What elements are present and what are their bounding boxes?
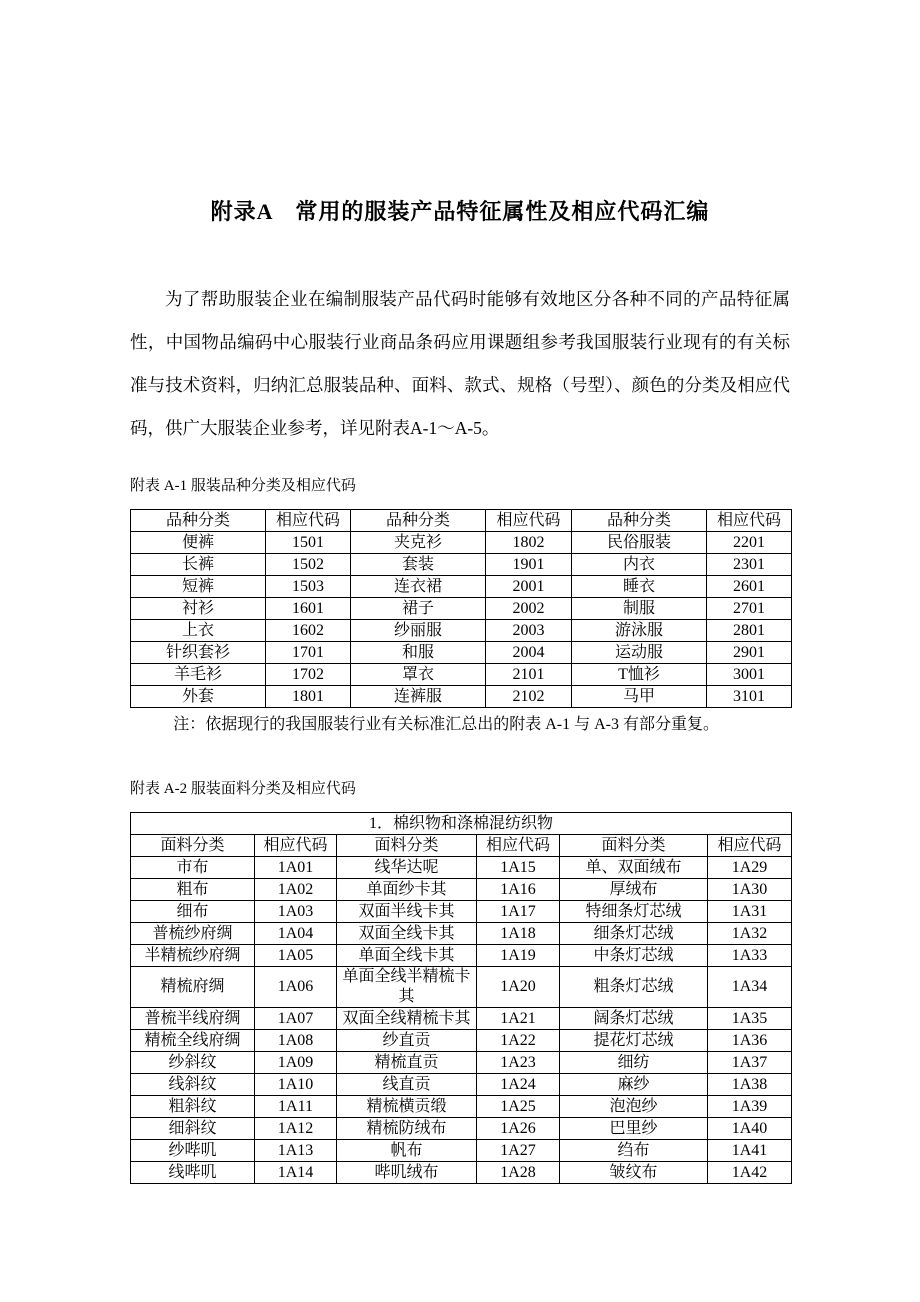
table-cell: 1602	[266, 620, 351, 642]
document-title: 附录A 常用的服装产品特征属性及相应代码汇编	[210, 199, 710, 224]
table-cell: 长裤	[131, 554, 266, 576]
table-cell: 1A03	[255, 901, 337, 923]
table-cell: 1A18	[477, 923, 560, 945]
table-cell: 中条灯芯绒	[560, 945, 708, 967]
table-cell: 1A27	[477, 1140, 560, 1162]
table-cell: 单面全线半精梳卡其	[337, 967, 477, 1008]
table-cell: 连衣裙	[351, 576, 486, 598]
header-cell: 相应代码	[255, 835, 337, 857]
table-cell: T恤衫	[572, 664, 707, 686]
table-cell: 2701	[707, 598, 792, 620]
header-cell: 面料分类	[337, 835, 477, 857]
table-cell: 1A25	[477, 1096, 560, 1118]
table-cell: 1A31	[708, 901, 792, 923]
table-cell: 普梳纱府绸	[131, 923, 255, 945]
header-cell: 面料分类	[560, 835, 708, 857]
table-row	[131, 1030, 792, 1052]
table-cell: 1A10	[255, 1074, 337, 1096]
table-row	[131, 1118, 792, 1140]
table-cell: 精梳府绸	[131, 967, 255, 1008]
table-cell: 纱丽服	[351, 620, 486, 642]
table-cell: 连裤服	[351, 686, 486, 708]
table-cell: 内衣	[572, 554, 707, 576]
table-cell: 半精梳纱府绸	[131, 945, 255, 967]
table-cell: 皱纹布	[560, 1162, 708, 1184]
table-row	[131, 1162, 792, 1184]
table-cell: 麻纱	[560, 1074, 708, 1096]
table-cell: 纱哔叽	[131, 1140, 255, 1162]
table-row	[131, 686, 792, 708]
table-cell: 1A08	[255, 1030, 337, 1052]
table-cell: 1A07	[255, 1008, 337, 1030]
table-cell: 哔叽绒布	[337, 1162, 477, 1184]
table-cell: 线哔叽	[131, 1162, 255, 1184]
table-row	[131, 576, 792, 598]
table-cell: 针织套衫	[131, 642, 266, 664]
table-cell: 1A05	[255, 945, 337, 967]
table-cell: 粗斜纹	[131, 1096, 255, 1118]
table-cell: 1A20	[477, 967, 560, 1008]
table-row	[131, 1140, 792, 1162]
table-cell: 2601	[707, 576, 792, 598]
table-a1	[130, 509, 792, 708]
table-a2-caption: 附表 A-2 服装面料分类及相应代码	[130, 781, 356, 797]
table-cell: 2002	[486, 598, 572, 620]
table-cell: 1A30	[708, 879, 792, 901]
table-row	[131, 642, 792, 664]
table-cell: 上衣	[131, 620, 266, 642]
header-cell: 相应代码	[486, 510, 572, 532]
table-cell: 裙子	[351, 598, 486, 620]
table-cell: 线斜纹	[131, 1074, 255, 1096]
table-cell: 纱斜纹	[131, 1052, 255, 1074]
table-cell: 3001	[707, 664, 792, 686]
table-cell: 纱直贡	[337, 1030, 477, 1052]
table-row	[131, 923, 792, 945]
table-cell: 游泳服	[572, 620, 707, 642]
table-a1-note: 注：依据现行的我国服装行业有关标准汇总出的附表 A-1 与 A-3 有部分重复。	[173, 716, 719, 733]
table-a2-group-header: 1．棉织物和涤棉混纺织物	[131, 813, 792, 835]
table-a2-header-row	[131, 835, 792, 857]
table-row	[131, 879, 792, 901]
table-cell: 市布	[131, 857, 255, 879]
table-a2-group-header-row	[131, 813, 792, 835]
table-a1-caption: 附表 A-1 服装品种分类及相应代码	[130, 478, 356, 494]
table-cell: 外套	[131, 686, 266, 708]
table-cell: 1A02	[255, 879, 337, 901]
table-cell: 1A13	[255, 1140, 337, 1162]
table-cell: 1A35	[708, 1008, 792, 1030]
table-cell: 1A24	[477, 1074, 560, 1096]
table-cell: 精梳全线府绸	[131, 1030, 255, 1052]
table-cell: 1501	[266, 532, 351, 554]
table-cell: 便裤	[131, 532, 266, 554]
table-cell: 羊毛衫	[131, 664, 266, 686]
table-cell: 1503	[266, 576, 351, 598]
header-cell: 相应代码	[707, 510, 792, 532]
table-cell: 线华达呢	[337, 857, 477, 879]
table-cell: 提花灯芯绒	[560, 1030, 708, 1052]
table-cell: 1A01	[255, 857, 337, 879]
table-row	[131, 967, 792, 1008]
table-cell: 双面全线精梳卡其	[337, 1008, 477, 1030]
table-cell: 2001	[486, 576, 572, 598]
table-cell: 2801	[707, 620, 792, 642]
table-cell: 1601	[266, 598, 351, 620]
table-cell: 1A15	[477, 857, 560, 879]
intro-paragraph: 为了帮助服装企业在编制服装产品代码时能够有效地区分各种不同的产品特征属性，中国物品编码中心服装行业商品条码应用课题组参考我国服装行业现有的有关标准与技术资料，归纳汇总服装品种、面料、款式、规格（号型）、颜色的分类及相应代码，供广大服装企业参考，详见附表A-1～A-5。	[130, 289, 790, 438]
table-row	[131, 1008, 792, 1030]
header-cell: 品种分类	[572, 510, 707, 532]
table-row	[131, 532, 792, 554]
table-cell: 单、双面绒布	[560, 857, 708, 879]
table-cell: 精梳防绒布	[337, 1118, 477, 1140]
table-cell: 1A09	[255, 1052, 337, 1074]
table-cell: 1A42	[708, 1162, 792, 1184]
table-cell: 1A32	[708, 923, 792, 945]
table-cell: 1A19	[477, 945, 560, 967]
table-cell: 1A29	[708, 857, 792, 879]
table-row	[131, 620, 792, 642]
table-cell: 巴里纱	[560, 1118, 708, 1140]
table-cell: 双面全线卡其	[337, 923, 477, 945]
table-cell: 细纺	[560, 1052, 708, 1074]
table-a1-body	[131, 532, 792, 708]
table-a2	[130, 812, 792, 1184]
table-cell: 1A36	[708, 1030, 792, 1052]
table-cell: 1A41	[708, 1140, 792, 1162]
table-cell: 2003	[486, 620, 572, 642]
table-cell: 细条灯芯绒	[560, 923, 708, 945]
table-cell: 罩衣	[351, 664, 486, 686]
table-row	[131, 857, 792, 879]
table-cell: 泡泡纱	[560, 1096, 708, 1118]
header-cell: 品种分类	[351, 510, 486, 532]
header-cell: 面料分类	[131, 835, 255, 857]
table-cell: 2102	[486, 686, 572, 708]
table-cell: 1A14	[255, 1162, 337, 1184]
table-row	[131, 598, 792, 620]
table-a1-header-row	[131, 510, 792, 532]
table-cell: 1701	[266, 642, 351, 664]
table-cell: 和服	[351, 642, 486, 664]
header-cell: 相应代码	[477, 835, 560, 857]
table-cell: 绉布	[560, 1140, 708, 1162]
table-cell: 粗布	[131, 879, 255, 901]
table-row	[131, 1096, 792, 1118]
table-cell: 1802	[486, 532, 572, 554]
table-row	[131, 901, 792, 923]
header-cell: 相应代码	[708, 835, 792, 857]
table-cell: 1A06	[255, 967, 337, 1008]
table-cell: 精梳直贡	[337, 1052, 477, 1074]
table-cell: 套装	[351, 554, 486, 576]
table-row	[131, 945, 792, 967]
table-cell: 1A39	[708, 1096, 792, 1118]
table-cell: 1A28	[477, 1162, 560, 1184]
table-cell: 1A17	[477, 901, 560, 923]
table-cell: 1A40	[708, 1118, 792, 1140]
table-cell: 1A12	[255, 1118, 337, 1140]
table-cell: 1901	[486, 554, 572, 576]
table-cell: 短裤	[131, 576, 266, 598]
table-cell: 细布	[131, 901, 255, 923]
table-cell: 2004	[486, 642, 572, 664]
table-cell: 睡衣	[572, 576, 707, 598]
table-cell: 线直贡	[337, 1074, 477, 1096]
table-cell: 1A26	[477, 1118, 560, 1140]
table-a2-body	[131, 857, 792, 1184]
header-cell: 品种分类	[131, 510, 266, 532]
table-cell: 1A34	[708, 967, 792, 1008]
header-cell: 相应代码	[266, 510, 351, 532]
table-cell: 阔条灯芯绒	[560, 1008, 708, 1030]
table-cell: 1A11	[255, 1096, 337, 1118]
table-cell: 1A04	[255, 923, 337, 945]
table-cell: 1A22	[477, 1030, 560, 1052]
table-cell: 运动服	[572, 642, 707, 664]
table-cell: 特细条灯芯绒	[560, 901, 708, 923]
table-cell: 衬衫	[131, 598, 266, 620]
table-cell: 马甲	[572, 686, 707, 708]
table-cell: 2201	[707, 532, 792, 554]
table-row	[131, 554, 792, 576]
table-cell: 厚绒布	[560, 879, 708, 901]
table-cell: 2901	[707, 642, 792, 664]
table-cell: 单面全线卡其	[337, 945, 477, 967]
table-cell: 普梳半线府绸	[131, 1008, 255, 1030]
table-cell: 1502	[266, 554, 351, 576]
table-cell: 帆布	[337, 1140, 477, 1162]
table-cell: 2301	[707, 554, 792, 576]
table-cell: 单面纱卡其	[337, 879, 477, 901]
table-cell: 1A16	[477, 879, 560, 901]
table-cell: 双面半线卡其	[337, 901, 477, 923]
table-row	[131, 664, 792, 686]
table-cell: 精梳横贡缎	[337, 1096, 477, 1118]
table-cell: 夹克衫	[351, 532, 486, 554]
table-cell: 1A33	[708, 945, 792, 967]
table-cell: 1A37	[708, 1052, 792, 1074]
table-row	[131, 1052, 792, 1074]
table-cell: 1A21	[477, 1008, 560, 1030]
table-cell: 粗条灯芯绒	[560, 967, 708, 1008]
table-row	[131, 1074, 792, 1096]
table-cell: 3101	[707, 686, 792, 708]
table-cell: 1702	[266, 664, 351, 686]
table-cell: 1A23	[477, 1052, 560, 1074]
table-cell: 民俗服装	[572, 532, 707, 554]
table-cell: 制服	[572, 598, 707, 620]
table-cell: 1A38	[708, 1074, 792, 1096]
table-cell: 细斜纹	[131, 1118, 255, 1140]
table-cell: 2101	[486, 664, 572, 686]
table-cell: 1801	[266, 686, 351, 708]
